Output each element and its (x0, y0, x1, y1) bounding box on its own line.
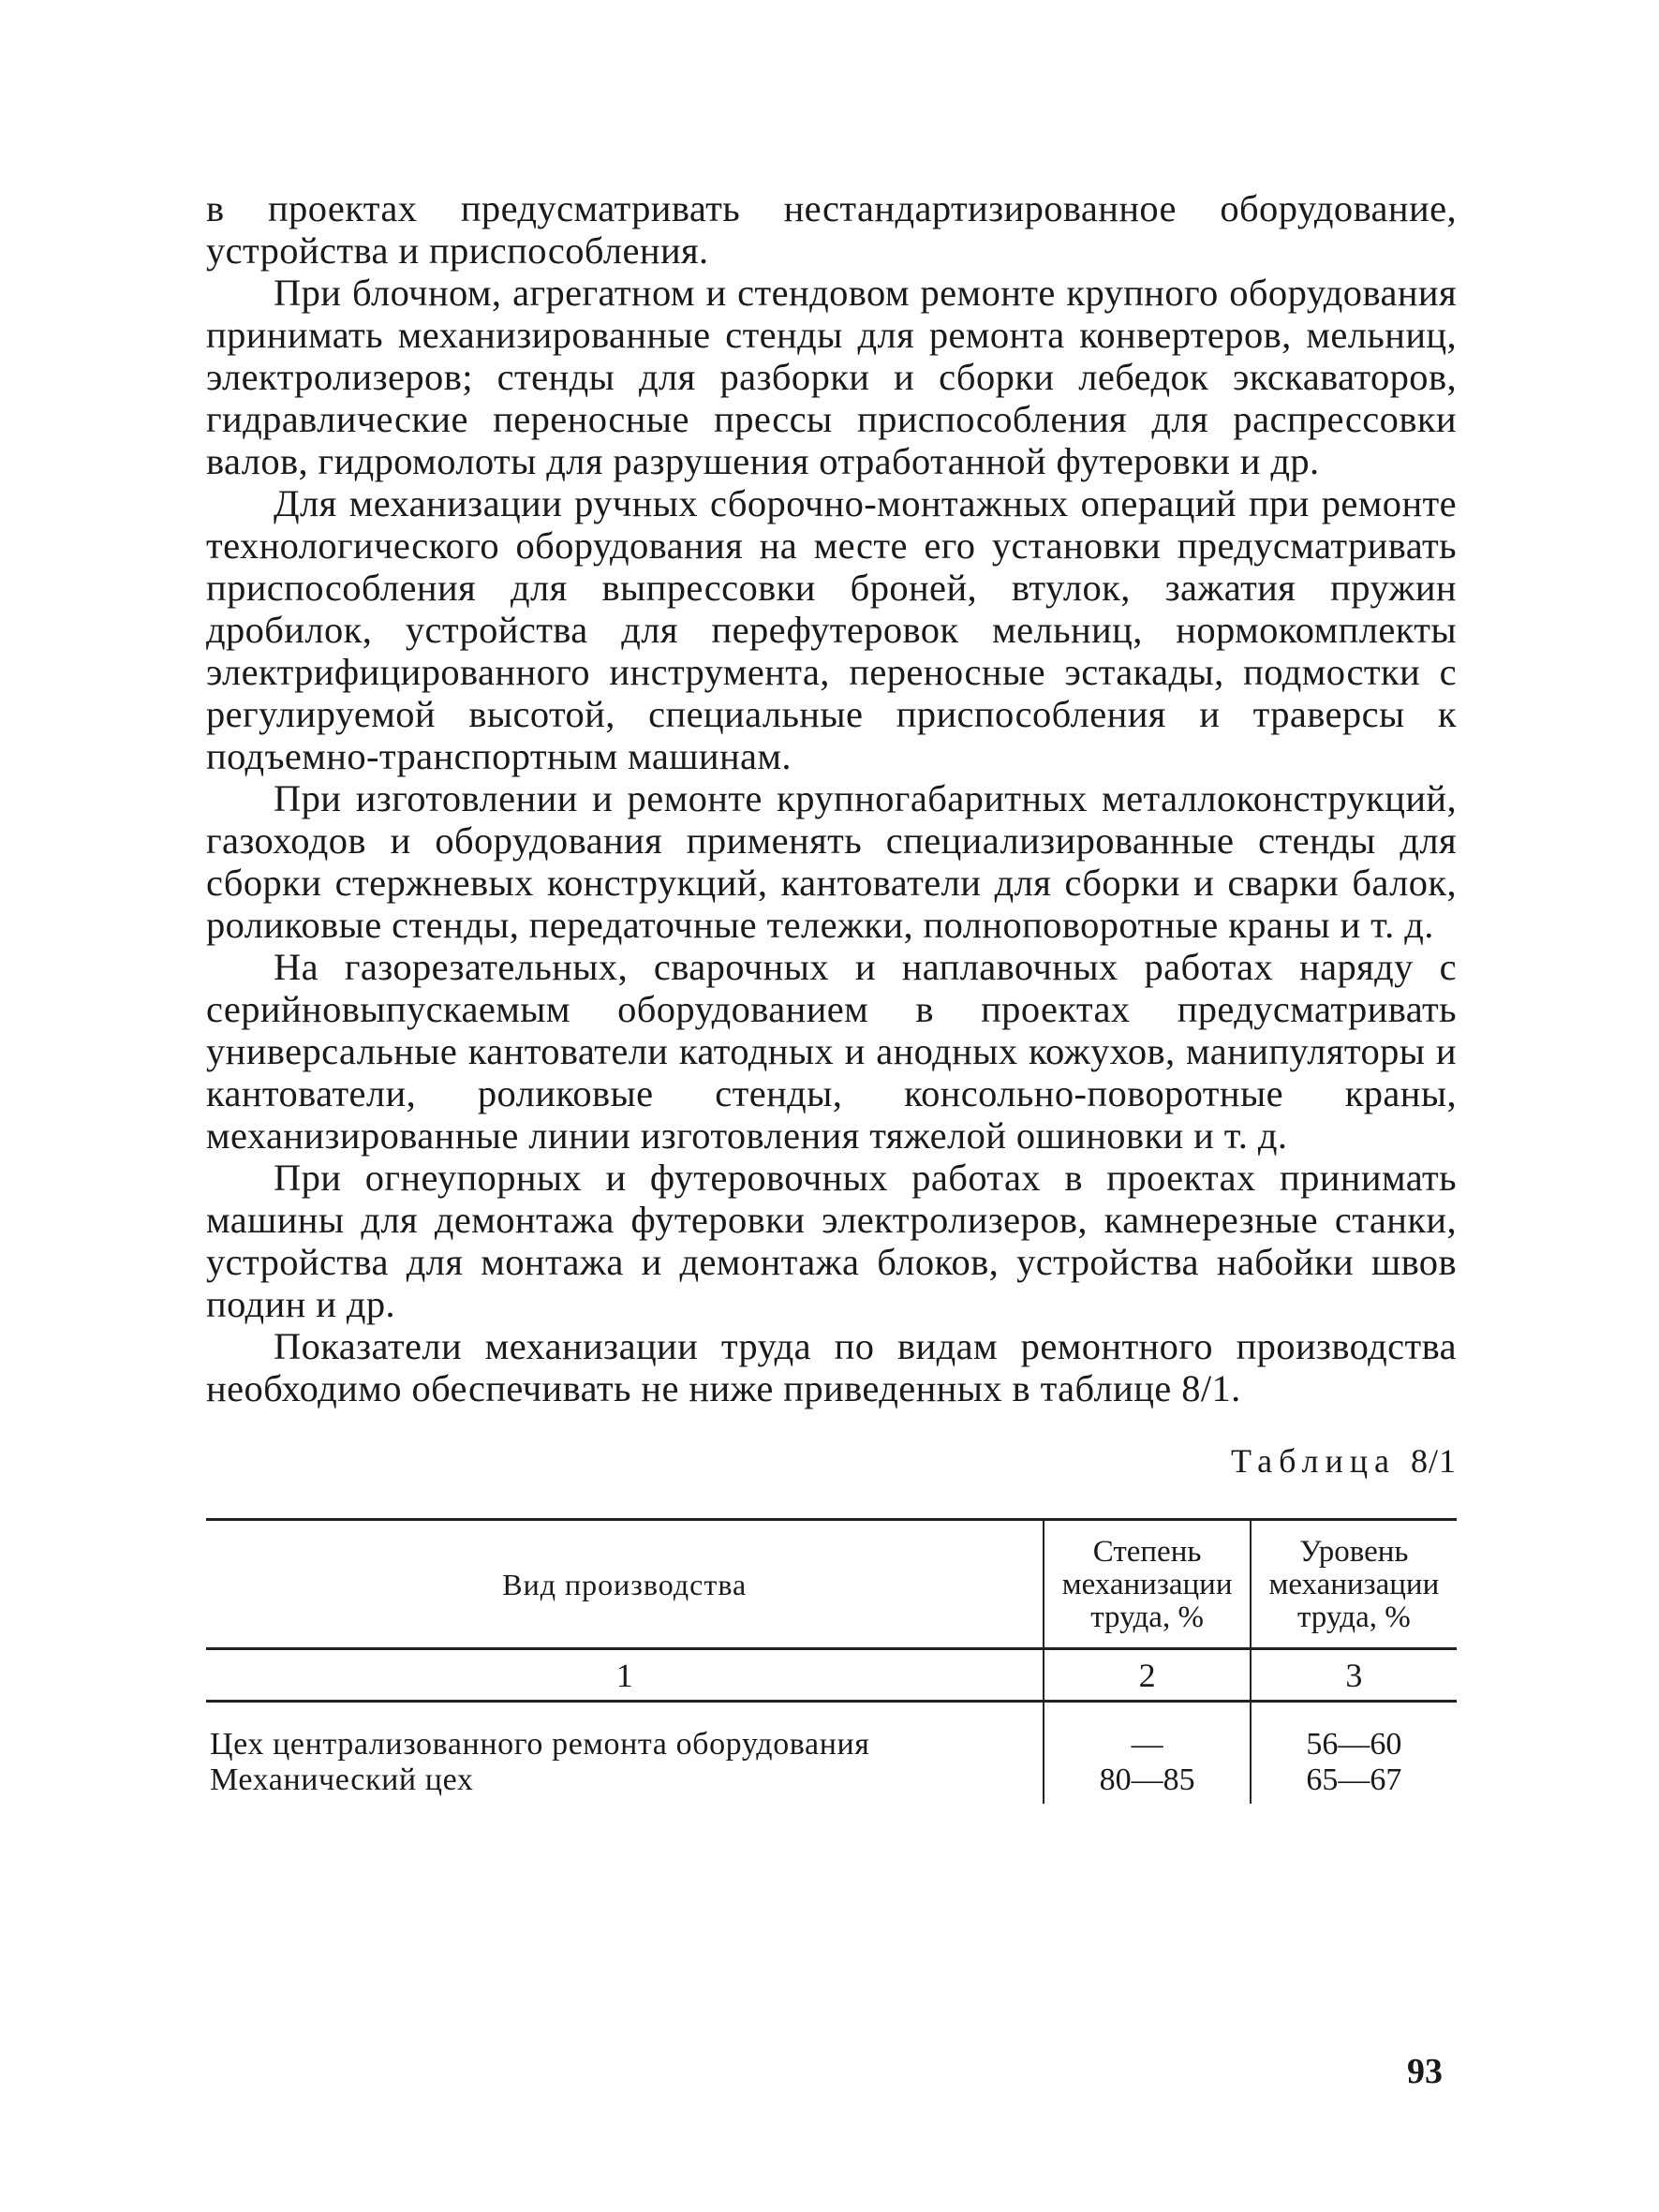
production-type: Цех централизованного ремонта оборудования (210, 1727, 870, 1762)
paragraph: При блочном, агрегатном и стендовом ремонте крупного оборудования принимать механизированные стенды для ремонта конвертеров, мельниц, электролизеров; стенды для разборки и сборки лебедок экскаваторов, гидравлические переносные прессы приспособления для распрессовки валов, гидромолоты для разрушения отработанной футеровки и др. (206, 272, 1457, 482)
table-row (206, 1702, 1457, 1805)
mechanization-table (206, 1518, 1457, 1804)
table-header-row (206, 1520, 1457, 1649)
production-type: Механический цех (210, 1762, 474, 1797)
body-text (206, 187, 1457, 1409)
header-mechanization-level: Уровень механизации труда, % (1251, 1520, 1457, 1649)
mechanization-degree: 80—85 (1099, 1762, 1195, 1797)
mechanization-degree: — (1131, 1727, 1163, 1762)
mechanization-level: 65—67 (1306, 1762, 1402, 1797)
table-caption (206, 1441, 1457, 1481)
header-mechanization-degree: Степень механизации труда, % (1044, 1520, 1250, 1649)
paragraph: в проектах предусматривать нестандартизированное оборудование, устройства и приспособления. (206, 187, 1457, 272)
table-caption-word: Таблица (1231, 1442, 1396, 1480)
table-column-numbers-row (206, 1649, 1457, 1702)
column-number: 2 (1044, 1649, 1250, 1702)
page-number: 93 (1407, 2052, 1443, 2091)
production-type-cell (206, 1702, 1044, 1805)
paragraph: Для механизации ручных сборочно-монтажных операций при ремонте технологического оборудования на месте его установки предусматривать приспособления для выпрессовки броней, втулок, зажатия пружин дробилок, устройства для перефутеровок мельниц, нормокомплекты электрифицированного инструмента, переносные эстакады, подмостки с регулируемой высотой, специальные приспособления и траверсы к подъемно-транспортным машинам. (206, 482, 1457, 777)
mechanization-level: 56—60 (1306, 1727, 1402, 1762)
mechanization-level-cell (1251, 1702, 1457, 1805)
header-production-type: Вид производства (206, 1520, 1044, 1649)
column-number: 1 (206, 1649, 1044, 1702)
column-number: 3 (1251, 1649, 1457, 1702)
paragraph: При огнеупорных и футеровочных работах в проектах принимать машины для демонтажа футеровки электролизеров, камнерезные станки, устройства для монтажа и демонтажа блоков, устройства набойки швов подин и др. (206, 1157, 1457, 1325)
paragraph: Показатели механизации труда по видам ремонтного производства необходимо обеспечивать не ниже приведенных в таблице 8/1. (206, 1325, 1457, 1409)
page-content (206, 187, 1457, 1804)
mechanization-degree-cell (1044, 1702, 1250, 1805)
paragraph: На газорезательных, сварочных и наплавочных работах наряду с серийновыпускаемым оборудованием в проектах предусматривать универсальные кантователи катодных и анодных кожухов, манипуляторы и кантователи, роликовые стенды, консольно-поворотные краны, механизированные линии изготовления тяжелой ошиновки и т. д. (206, 946, 1457, 1157)
paragraph: При изготовлении и ремонте крупногабаритных металлоконструкций, газоходов и оборудования применять специализированные стенды для сборки стержневых конструкций, кантователи для сборки и сварки балок, роликовые стенды, передаточные тележки, полноповоротные краны и т. д. (206, 777, 1457, 946)
table-caption-number: 8/1 (1410, 1442, 1457, 1480)
